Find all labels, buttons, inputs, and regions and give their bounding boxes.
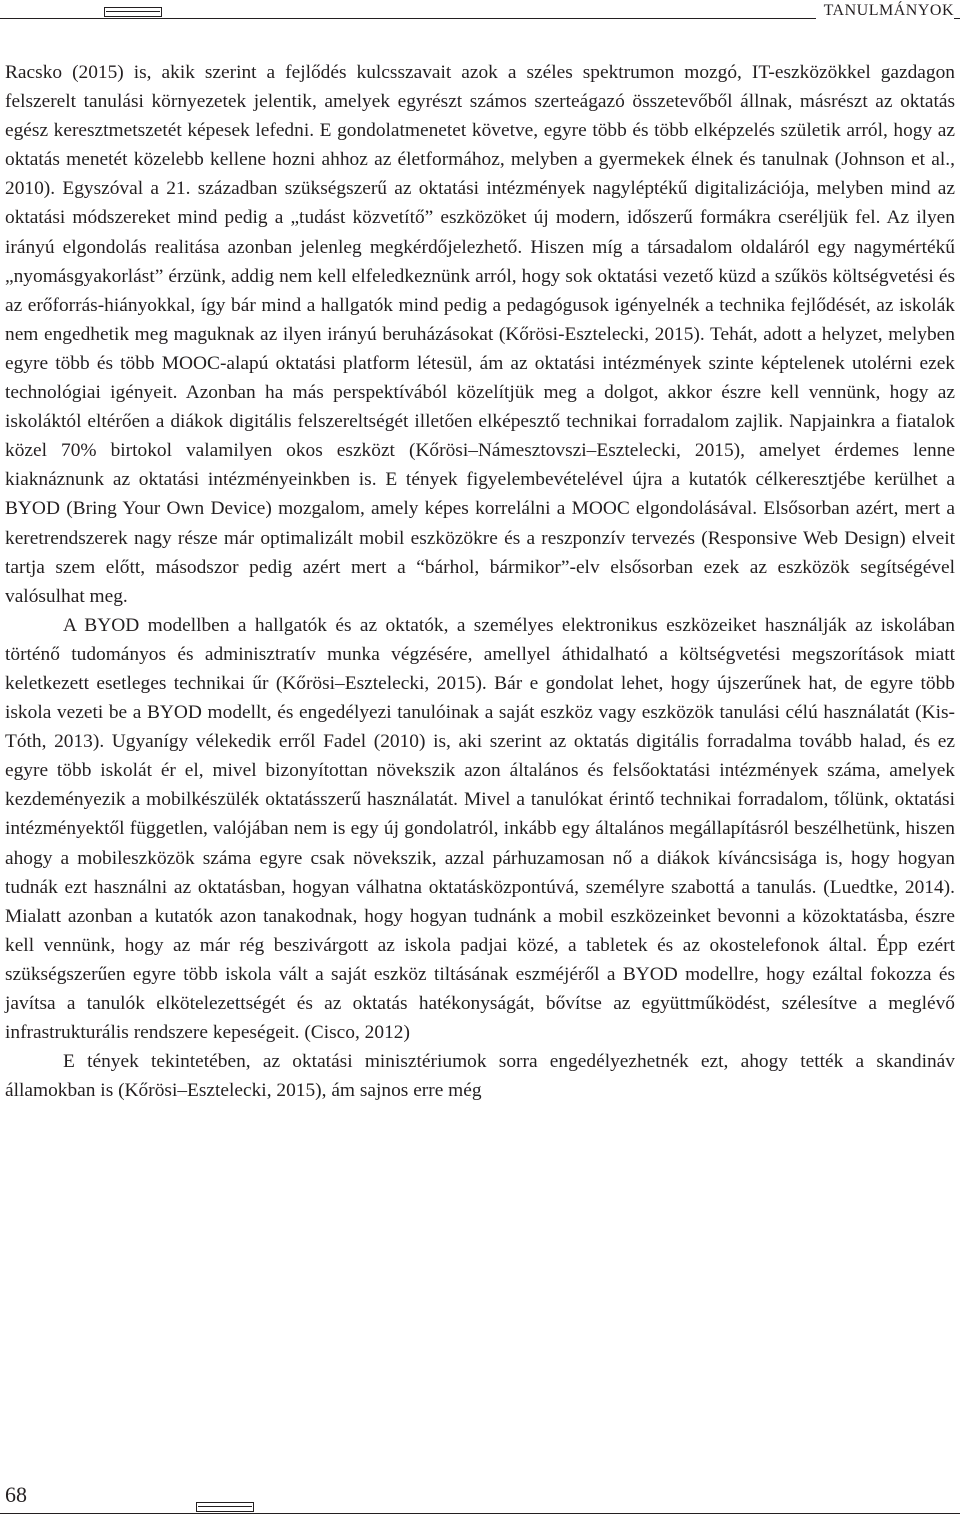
paragraph: A BYOD modellben a hallgatók és az oktatók, a személyes elektronikus eszközeiket használják az iskolában történő tudományos és adminisztratív munka végzésére, amellyel áthidalható a költségvetési megszorítások miatt keletkezett esetleges technikai űr (Kőrösi–Esztelecki, 2015). Bár e gondolat lehet, hogy újszerűnek hat, de egyre több iskola vezeti be a BYOD modellt, és engedélyezi tanulóinak a saját eszköz vagy eszközök tanulási célú használatát (Kis-Tóth, 2013). Ugyanígy vélekedik erről Fadel (2010) is, aki szerint az oktatás digitális forradalma tovább halad, és ez egyre több iskolát ér el, mivel bizonyítottan növekszik azon általános és felsőoktatási intézmények száma, amelyek kezdeményezik a mobilkészülék oktatásszerű használatát. Mivel a tanulókat érintő technikai forradalom, tőlünk, oktatási intézményektől független, valójában nem is egy új gondolatról, inkább egy általános megállapításról beszélhetünk, hiszen ahogy a mobileszközök száma egyre csak növekszik, azzal párhuzamosan nő a diákok kíváncsisága is, hogy hogyan tudnák ezt használni az oktatásban, hogyan válhatna oktatásközpontúvá, személyre szabottá a tanulás. (Luedtke, 2014). Mialatt azonban a kutatók azon tanakodnak, hogy hogyan tudnánk a mobil eszközeinket bevonni a közoktatásba, észre kell vennünk, hogy az már rég beszivárgott az iskola padjai közé, a tabletek és az okostelefonok által. Épp ezért szükségszerűen egyre több iskola vált a saját eszköz tiltásának eszméjéről a BYOD modellre, hogy ezáltal fokozza és javítsa a tanulók elkötelezettségét és az oktatás hatékonyságát, bővítse az együttműködést, szélesítve a meglévő infrastrukturális rendszere kepeségeit. (Cisco, 2012) <box>5 614 955 1044</box>
header-ornament <box>104 7 162 17</box>
section-label: TANULMÁNYOK <box>816 2 954 20</box>
article-body <box>5 58 955 1105</box>
page-number: 68 <box>5 1482 27 1507</box>
paragraph: E tények tekintetében, az oktatási minisztériumok sorra engedélyezhetnék ezt, ahogy tették a skandináv államokban is (Kőrösi–Esztelecki, 2015), ám sajnos erre még <box>5 1051 955 1102</box>
footer-ornament <box>196 1502 254 1512</box>
footer-rule <box>0 1513 960 1514</box>
paragraph: Racsko (2015) is, akik szerint a fejlődés kulcsszavait azok a széles spektrumon mozgó, IT-eszközökkel gazdagon felszerelt tanulási környezetek jelentik, amelyek egyrészt számos szerteágazó összetevőből állnak, másrészt az oktatás egész keresztmetszetét képesek lefedni. E gondolatmenetet követve, egyre több és több elképzelés születik arról, hogy az oktatás menetét közelebb kellene hozni ahhoz az életformához, melyben a gyermekek élnek és tanulnak (Johnson et al., 2010). Egyszóval a 21. században szükségszerű az oktatási intézmények nagyléptékű digitalizációja, melyben mind az oktatási módszereket mind pedig a „tudást közvetítő” eszközöket új modern, időszerű formákra cseréljük fel. Az ilyen irányú elgondolás realitása azonban jelenleg megkérdőjelezhető. Hiszen míg a társadalom oldaláról egy nagymértékű „nyomásgyakorlást” érzünk, addig nem kell elfeledkeznünk arról, hogy sok oktatási vezető küzd a szűkös költségvetési és az erőforrás-hiányokkal, így bár mind a hallgatók mind pedig a pedagógusok igényelnék a technika fejlődését, az iskolák nem engedhetik meg maguknak az ilyen irányú beruházásokat (Kőrösi-Esztelecki, 2015). Tehát, adott a helyzet, melyben egyre több és több MOOC-alapú oktatási platform létesül, ám az oktatási intézmények szinte képtelenek utolérni ezek technológiai igényeit. Azonban ha más perspektívából közelítjük meg a dolgot, akkor észre kell vennünk, hogy az iskoláktól eltérően a diákok digitális felszereltségét illetően elképesztő technikai forradalom zajlik. Napjainkra a fiatalok közel 70% birtokol valamilyen okos eszközt (Kőrösi–Námesztovszi–Esztelecki, 2015), amelyet érdemes lenne kiaknáznunk az oktatási intézményeinkben is. E tények figyelembevételével újra a kutatók célkeresztjébe kerülhet a BYOD (Bring Your Own Device) mozgalom, amely képes korrelálni a MOOC elgondolásával. Elsősorban azért, mert a keretrendszerek nagy része már optimalizált mobil eszközökre és a reszponzív tervezés (Responsive Web Design) elveit tartja szem előtt, másodszor pedig azért mert a “bárhol, bármikor”-elv elsősorban ezek az eszközök segítségével valósulhat meg. <box>5 62 955 607</box>
